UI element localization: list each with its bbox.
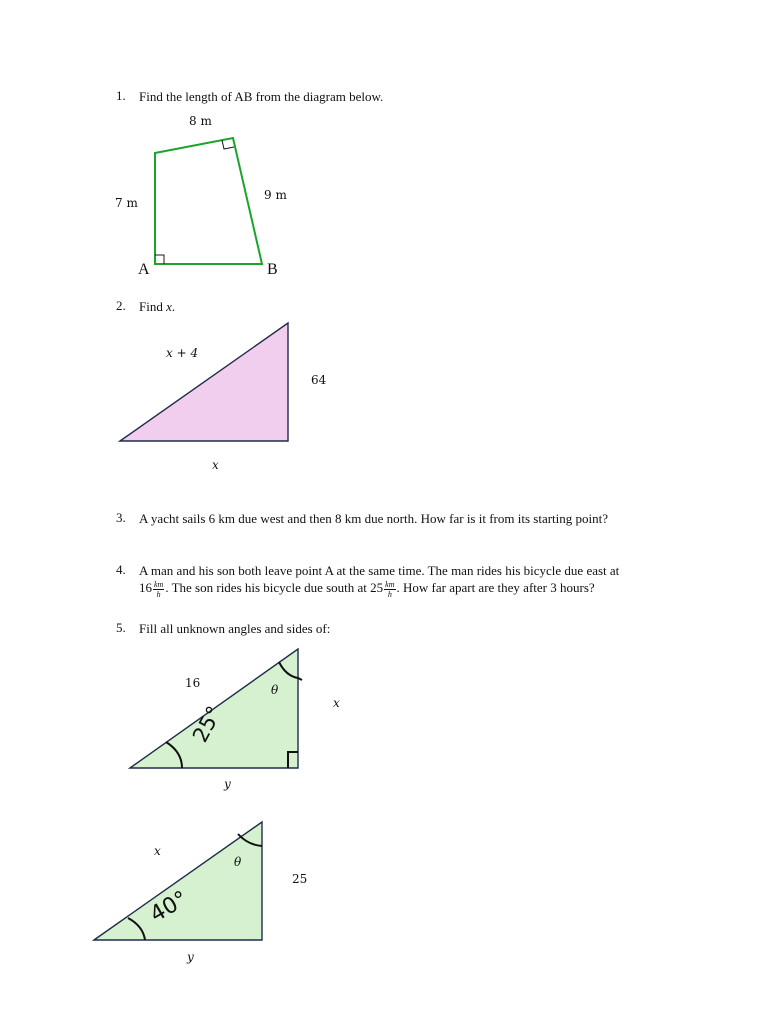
question-5-number: 5. <box>116 620 126 635</box>
vertex-a-label: A <box>138 261 150 278</box>
question-4-number: 4. <box>116 562 126 577</box>
diagram-4-base-label: y <box>187 950 194 964</box>
diagram-3-base-label: y <box>224 777 231 791</box>
diagram-2-side-label: 64 <box>311 373 327 387</box>
diagram-3-hyp-label: 16 <box>185 676 201 690</box>
diagram-4-hyp-label: x <box>154 844 161 858</box>
question-1-text: Find the length of AB from the diagram below. <box>139 89 384 104</box>
unit-fraction-1: $\frac{km}{h}$ <box>154 579 164 599</box>
diagram-2-hyp-label: x + 4 <box>166 346 199 360</box>
diagram-1-right-label: 9 m <box>264 188 287 202</box>
diagram-3-angle-label: θ <box>271 683 279 697</box>
diagram-4-side-label: 25 <box>292 872 308 886</box>
diagram-3-handwritten-angle: 25° <box>188 702 227 747</box>
green-triangle-2 <box>94 822 262 940</box>
question-4-line-1: A man and his son both leave point A at the same time. The man rides his bicycle due east at <box>139 563 620 578</box>
question-1-number: 1. <box>116 88 126 103</box>
question-4-line-2: 16 $\frac{km}{h}$ . The son rides his bicycle due south at 25 $\frac{km}{h}$ . How far apart are they after 3 hours? <box>139 579 595 599</box>
diagram-3-side-label: x <box>333 696 340 710</box>
unit-fraction-2: $\frac{km}{h}$ <box>385 579 395 599</box>
question-5-text: Fill all unknown angles and sides of: <box>139 621 331 636</box>
diagram-2-base-label: x <box>212 458 219 472</box>
question-2-text: Find x. <box>139 299 176 314</box>
vertex-b-label: B <box>267 261 278 278</box>
diagram-4-handwritten-angle: 40° <box>146 886 193 928</box>
diagram-4-angle-label: θ <box>234 855 242 869</box>
diagram-1-top-label: 8 m <box>189 114 212 128</box>
question-3-number: 3. <box>116 510 126 525</box>
diagram-1-left-label: 7 m <box>115 196 138 210</box>
question-2-number: 2. <box>116 298 126 313</box>
question-3-text: A yacht sails 6 km due west and then 8 km due north. How far is it from its starting point? <box>139 511 609 526</box>
